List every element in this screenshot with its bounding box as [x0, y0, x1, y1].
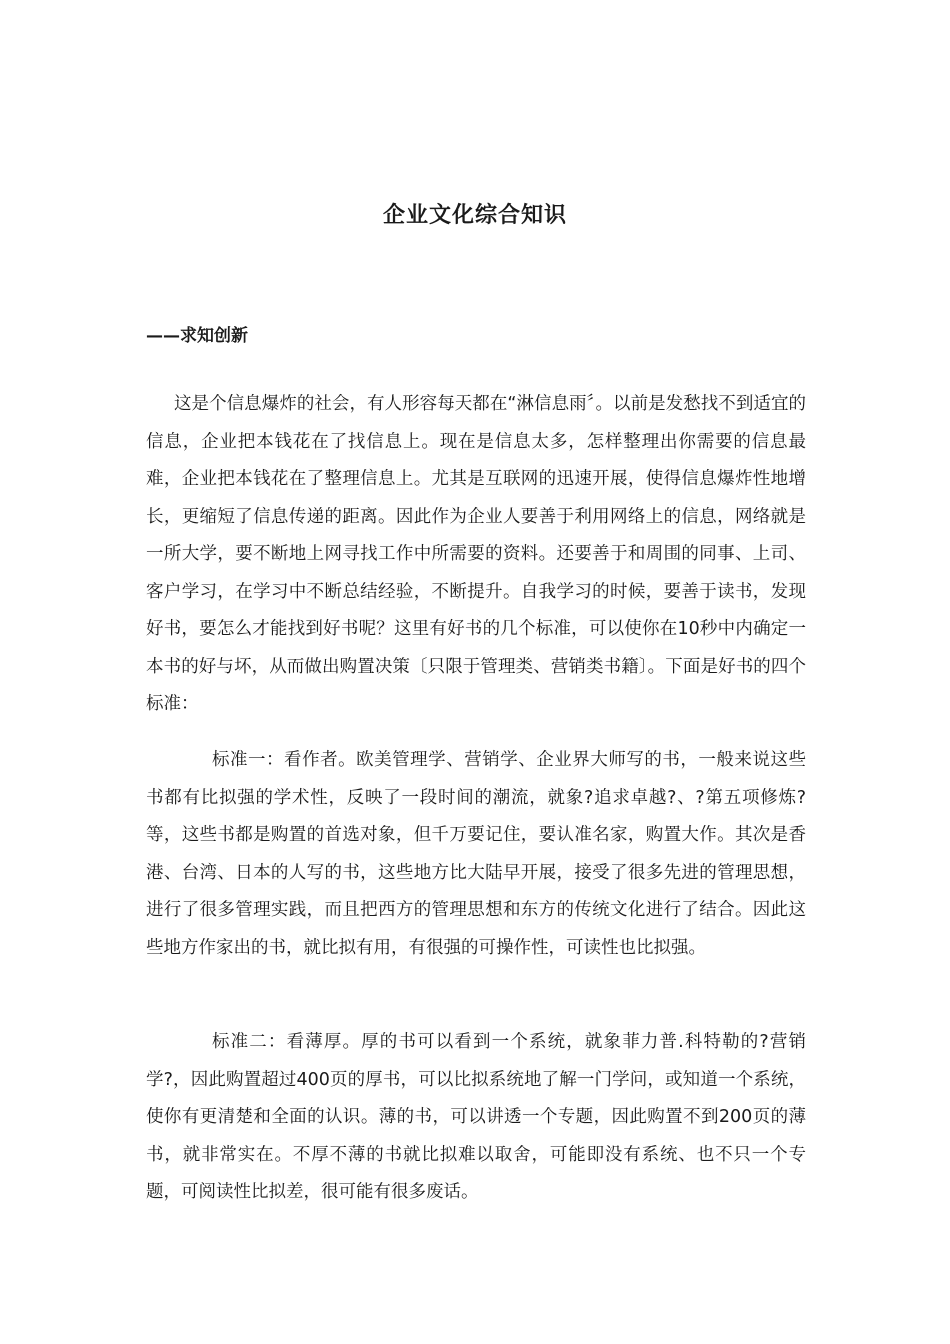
paragraph-intro: 这是个信息爆炸的社会，有人形容每天都在“淋信息雨〞。以前是发愁找不到适宜的信息，企业把本钱花在了找信息上。现在是信息太多，怎样整理出你需要的信息最难，企业把本钱花在了整理信息上。尤其是互联网的迅速开展，使得信息爆炸性地增长，更缩短了信息传递的距离。因此作为企业人要善于利用网络上的信息，网络就是一所大学，要不断地上网寻找工作中所需要的资料。还要善于和周围的同事、上司、客户学习，在学习中不断总结经验，不断提升。自我学习的时候，要善于读书，发现好书，要怎么才能找到好书呢？这里有好书的几个标准，可以使你在10秒中内确定一本书的好与坏，从而做出购置决策〔只限于管理类、营销类书籍〕。下面是好书的四个标准： [146, 394, 806, 714]
paragraph-standard-two: 标准二：看薄厚。厚的书可以看到一个系统，就象菲力普.科特勒的?营销学?，因此购置超过400页的厚书，可以比拟系统地了解一门学问，或知道一个系统，使你有更清楚和全面的认识。薄的书，可以讲透一个专题，因此购置不到200页的薄书，就非常实在。不厚不薄的书就比拟难以取舍，可能即没有系统、也不只一个专题，可阅读性比拟差，很可能有很多废话。 [146, 1032, 806, 1202]
paragraph-standard-one: 标准一：看作者。欧美管理学、营销学、企业界大师写的书，一般来说这些书都有比拟强的学术性，反映了一段时间的潮流，就象?追求卓越?、?第五项修炼?等，这些书都是购置的首选对象，但千万要记住，要认准名家，购置大作。其次是香港、台湾、日本的人写的书，这些地方比大陆早开展，接受了很多先进的管理思想，进行了很多管理实践，而且把西方的管理思想和东方的传统文化进行了结合。因此这些地方作家出的书，就比拟有用，有很强的可操作性，可读性也比拟强。 [146, 750, 806, 958]
document-title: 企业文化综合知识 [382, 202, 567, 228]
document-subtitle: ——求知创新 [146, 326, 248, 346]
